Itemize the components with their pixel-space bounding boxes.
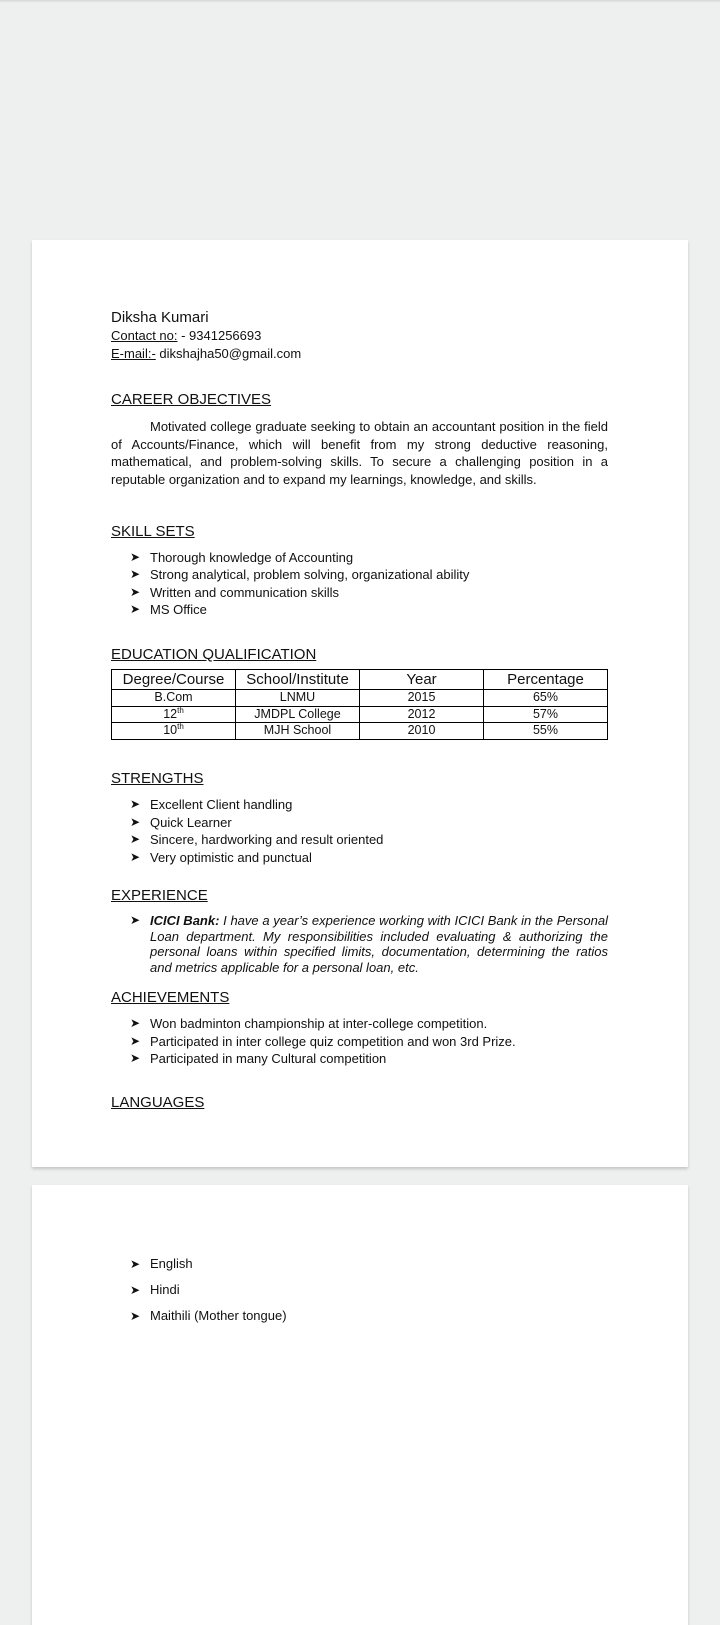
arrow-bullet-icon: ➤ (130, 832, 141, 847)
list-item: ➤ Participated in inter college quiz competition and won 3rd Prize. (130, 1033, 516, 1049)
contact-number: - 9341256693 (177, 328, 262, 343)
table-row (112, 690, 608, 707)
list-item: ➤ Thorough knowledge of Accounting (130, 550, 354, 565)
achievements-list (111, 1015, 608, 1068)
arrow-bullet-icon: ➤ (130, 1257, 141, 1271)
list-item: ➤ Sincere, hardworking and result oriented (130, 832, 384, 848)
column-header: Percentage (484, 670, 608, 690)
languages-list-block (111, 1251, 608, 1329)
top-shadow (0, 0, 720, 3)
education-table (111, 669, 608, 740)
arrow-bullet-icon: ➤ (130, 584, 141, 599)
arrow-bullet-icon: ➤ (130, 913, 141, 927)
school-cell: LNMU (236, 690, 360, 707)
arrow-bullet-icon: ➤ (130, 849, 141, 864)
school-cell: JMDPL College (236, 706, 360, 723)
contact-label: Contact no: (111, 328, 178, 343)
experience-text: I have a year’s experience working with ICICI Bank in the Personal Loan department. My responsibilities included evaluating & authorizing the personal loans within specified limits, documentation, determining the ratios and metrics applicable for a personal loan, etc. (150, 913, 608, 976)
arrow-bullet-icon: ➤ (130, 602, 141, 617)
languages-list (111, 1251, 608, 1329)
degree-cell: B.Com (112, 690, 236, 707)
contact-block (111, 308, 608, 363)
list-item (111, 913, 608, 976)
list-item: ➤ Strong analytical, problem solving, organizational ability (130, 567, 470, 583)
year-cell: 2012 (360, 706, 484, 723)
year-cell: 2015 (360, 690, 484, 707)
list-item: ➤ Excellent Client handling (130, 797, 293, 812)
table-row (112, 706, 608, 723)
arrow-bullet-icon: ➤ (130, 550, 141, 564)
column-header: Year (360, 670, 484, 690)
school-cell: MJH School (236, 723, 360, 740)
percentage-cell: 65% (484, 690, 608, 707)
arrow-bullet-icon: ➤ (130, 1016, 141, 1030)
experience-list (111, 913, 608, 976)
strengths-list (111, 796, 608, 866)
education-heading: EDUCATION QUALIFICATION (111, 646, 317, 663)
percentage-cell: 55% (484, 723, 608, 740)
arrow-bullet-icon: ➤ (130, 1033, 141, 1048)
list-item: ➤ Participated in many Cultural competition (130, 1051, 387, 1067)
document-page-1 (32, 240, 688, 1167)
experience-heading: EXPERIENCE (111, 887, 208, 904)
degree-cell: 10th (112, 723, 236, 740)
arrow-bullet-icon: ➤ (130, 1309, 141, 1323)
list-item: ➤ Very optimistic and punctual (130, 849, 312, 865)
email-address: dikshajha50@gmail.com (155, 346, 302, 361)
list-item: ➤ MS Office (130, 602, 207, 618)
arrow-bullet-icon: ➤ (130, 1051, 141, 1066)
list-item: ➤ Won badminton championship at inter-college competition. (130, 1016, 488, 1031)
table-row (112, 723, 608, 740)
percentage-cell: 57% (484, 706, 608, 723)
languages-heading: LANGUAGES (111, 1094, 205, 1111)
list-item: ➤ Hindi (111, 1277, 608, 1303)
list-item: ➤ Maithili (Mother tongue) (111, 1303, 608, 1329)
achievements-heading: ACHIEVEMENTS (111, 989, 230, 1006)
list-item: ➤ Quick Learner (130, 814, 232, 830)
column-header: Degree/Course (112, 670, 236, 690)
arrow-bullet-icon: ➤ (130, 814, 141, 829)
candidate-name: Diksha Kumari (111, 309, 209, 326)
career-objectives-heading: CAREER OBJECTIVES (111, 391, 272, 408)
strengths-heading: STRENGTHS (111, 770, 204, 787)
career-objectives-text: Motivated college graduate seeking to obtain an accountant position in the field of Accounts/Finance, which will benefit from my strong deductive reasoning, mathematical, and problem-solving skills. To secure a challenging position in a reputable organization and to expand my learnings, knowledge, and skills. (111, 419, 608, 487)
arrow-bullet-icon: ➤ (130, 797, 141, 811)
list-item: ➤ Written and communication skills (130, 584, 340, 600)
year-cell: 2010 (360, 723, 484, 740)
column-header: School/Institute (236, 670, 360, 690)
list-item: ➤ English (111, 1251, 608, 1277)
arrow-bullet-icon: ➤ (130, 1283, 141, 1297)
email-line (111, 345, 608, 363)
degree-cell: 12th (112, 706, 236, 723)
arrow-bullet-icon: ➤ (130, 567, 141, 582)
email-label: E-mail:- (111, 346, 156, 361)
skill-sets-heading: SKILL SETS (111, 523, 195, 540)
document-page-2 (32, 1185, 688, 1625)
table-header-row (112, 670, 608, 690)
contact-line (111, 327, 608, 345)
company-name: ICICI Bank: (150, 913, 220, 928)
skill-sets-list (111, 549, 608, 619)
